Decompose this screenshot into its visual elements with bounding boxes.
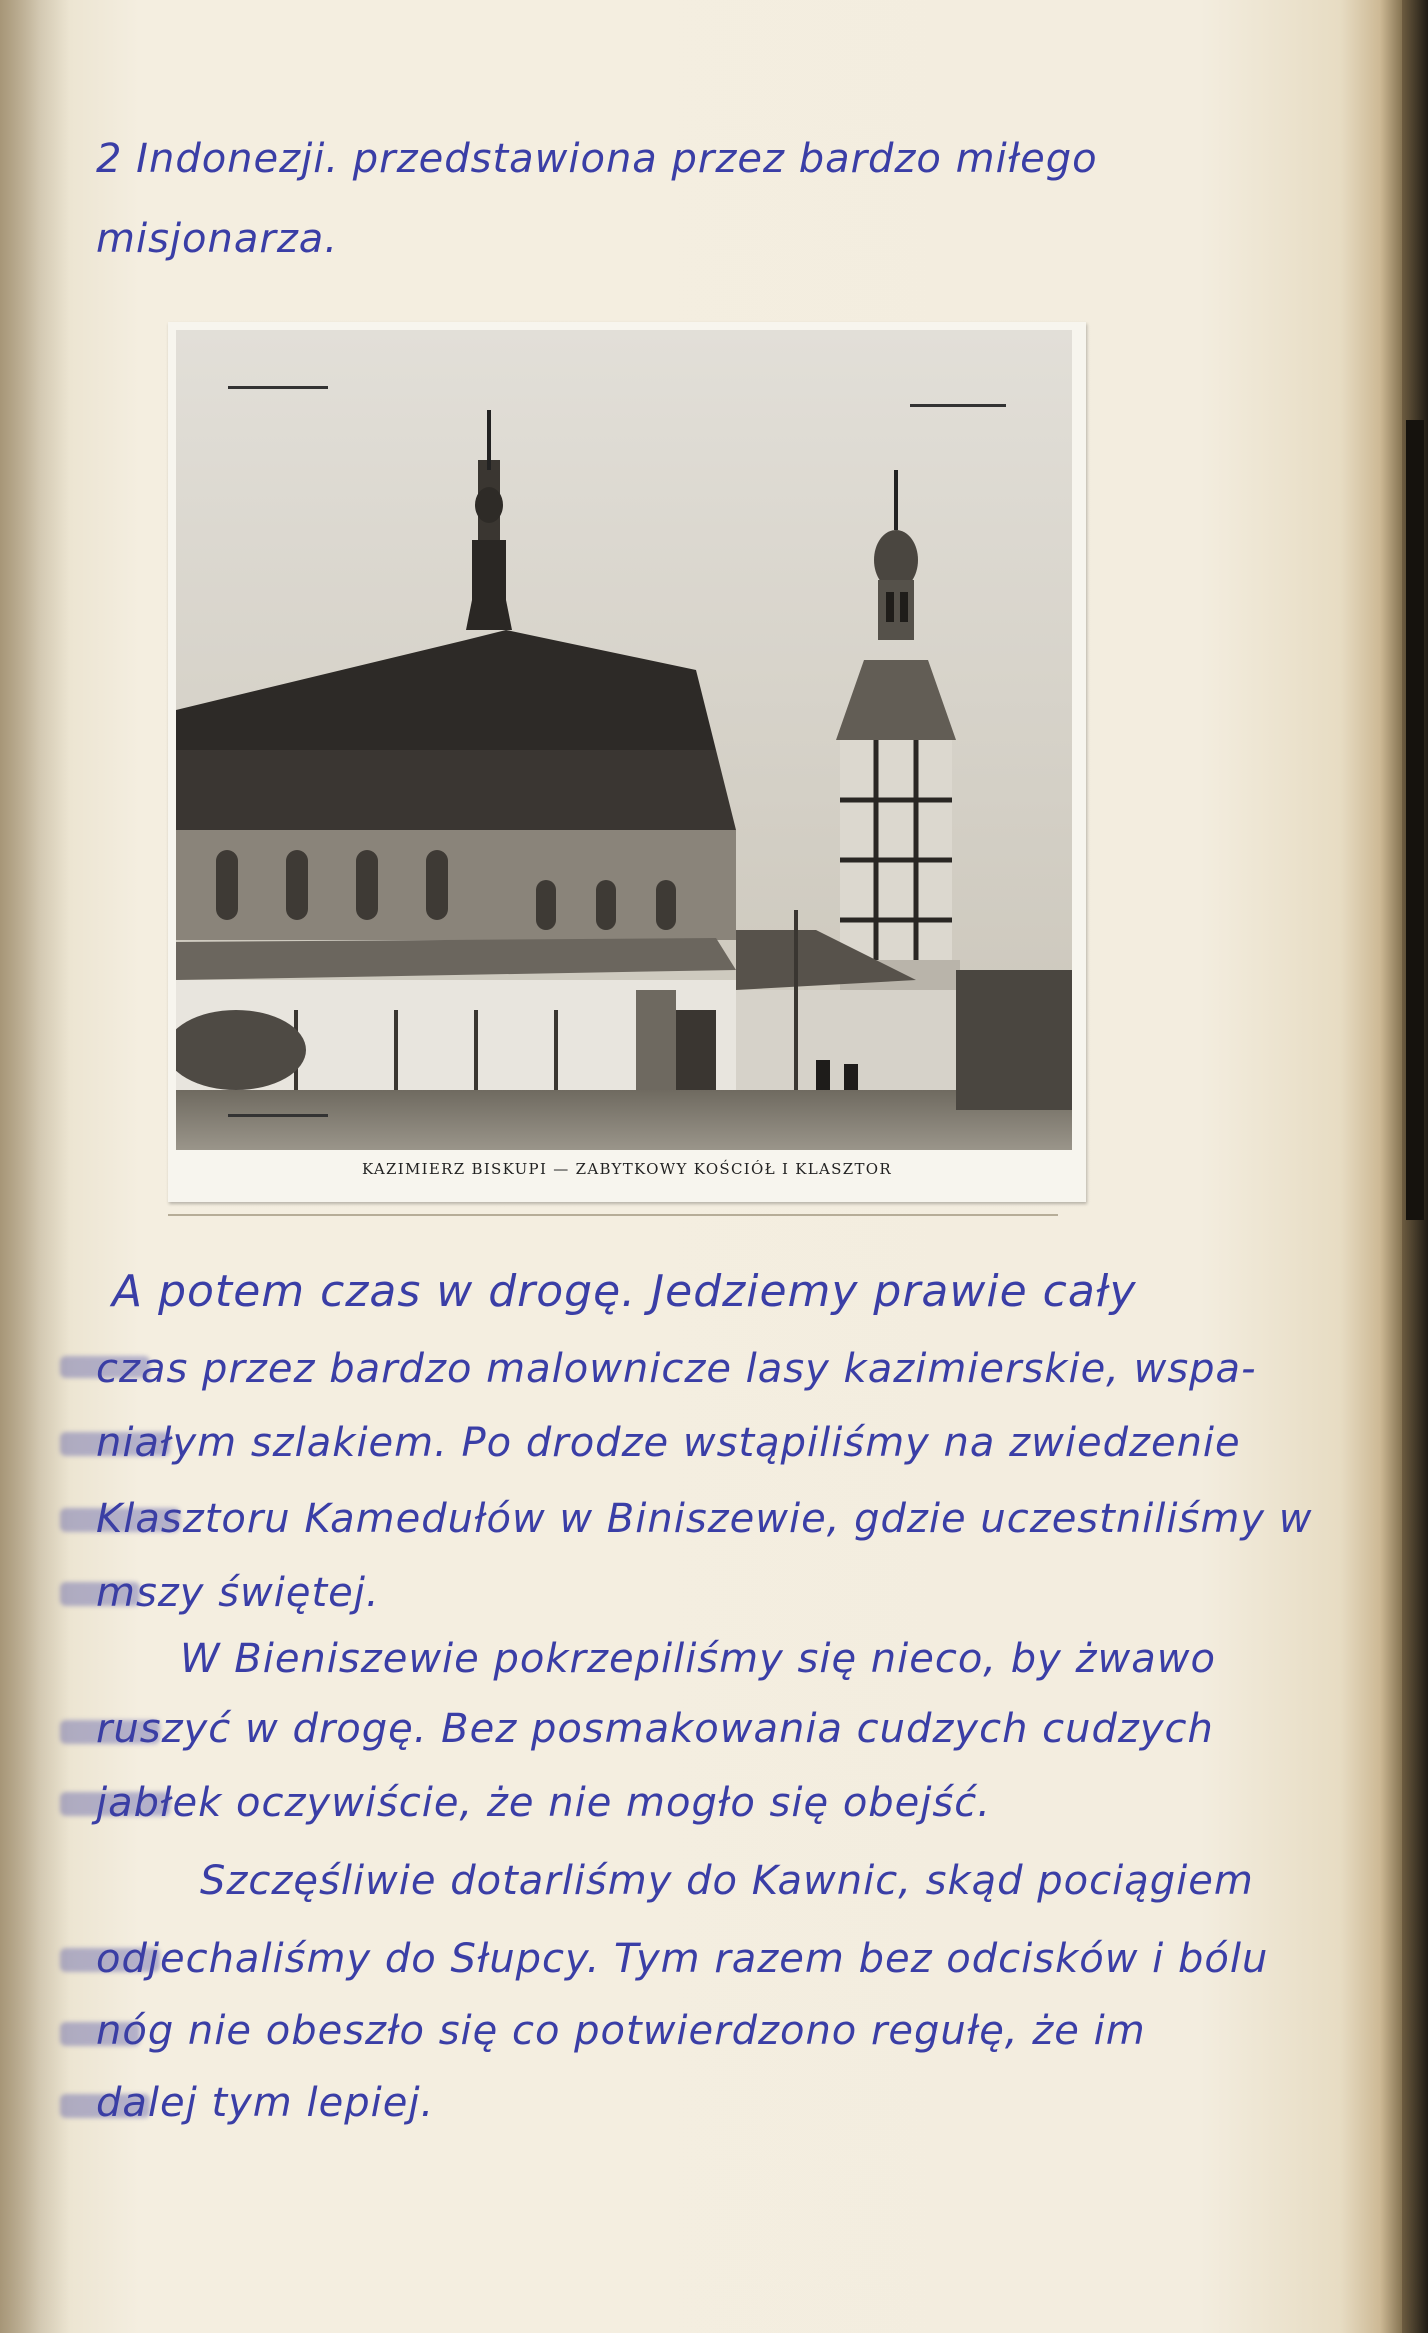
- handwritten-line-11: Szczęśliwie dotarliśmy do Kawnic, skąd pociągiem: [200, 1858, 1254, 1904]
- handwritten-line-13: nóg nie obeszło się co potwierdzono regułę, że im: [96, 2008, 1146, 2054]
- ink-smudge: [60, 1356, 150, 1378]
- handwritten-line-10: jabłek oczywiście, że nie mogło się obejść.: [96, 1780, 991, 1826]
- ink-smudge: [60, 1508, 180, 1532]
- clip-mark-top-left: [228, 386, 328, 389]
- ink-smudge: [60, 1582, 140, 1606]
- page-edge-dark: [1406, 420, 1424, 1220]
- binding-shadow: [0, 0, 70, 2333]
- handwritten-line-8: W Bieniszewie pokrzepiliśmy się nieco, by żwawo: [180, 1636, 1216, 1682]
- ink-smudge: [60, 1432, 170, 1456]
- photo-underline: [168, 1214, 1058, 1216]
- pasted-photo: [168, 322, 1086, 1202]
- church-photo: [176, 330, 1072, 1150]
- handwritten-line-2: misjonarza.: [96, 216, 339, 262]
- handwritten-line-4: czas przez bardzo malownicze lasy kazimierskie, wspa-: [96, 1346, 1257, 1392]
- ink-smudge: [60, 1948, 160, 1972]
- handwritten-line-5: niałym szlakiem. Po drodze wstąpiliśmy na zwiedzenie: [96, 1420, 1241, 1466]
- handwritten-line-3: A potem czas w drogę. Jedziemy prawie cały: [112, 1266, 1137, 1317]
- ink-smudge: [60, 2022, 140, 2046]
- handwritten-line-7: mszy świętej.: [96, 1570, 380, 1616]
- clip-mark-bottom-left: [228, 1114, 328, 1117]
- photo-caption: KAZIMIERZ BISKUPI — ZABYTKOWY KOŚCIÓŁ I KLASZTOR: [362, 1160, 892, 1178]
- handwritten-line-12: odjechaliśmy do Słupcy. Tym razem bez odcisków i bólu: [96, 1936, 1269, 1982]
- handwritten-line-6: Klasztoru Kamedułów w Biniszewie, gdzie uczestniliśmy w: [96, 1496, 1313, 1542]
- handwritten-line-1: 2 Indonezji. przedstawiona przez bardzo miłego: [96, 136, 1098, 182]
- handwritten-line-14: dalej tym lepiej.: [96, 2080, 435, 2126]
- clip-mark-top-right: [910, 404, 1006, 407]
- ink-smudge: [60, 1720, 160, 1744]
- ink-smudge: [60, 1792, 170, 1816]
- ink-smudge: [60, 2094, 150, 2118]
- handwritten-line-9: ruszyć w drogę. Bez posmakowania cudzych cudzych: [96, 1706, 1214, 1752]
